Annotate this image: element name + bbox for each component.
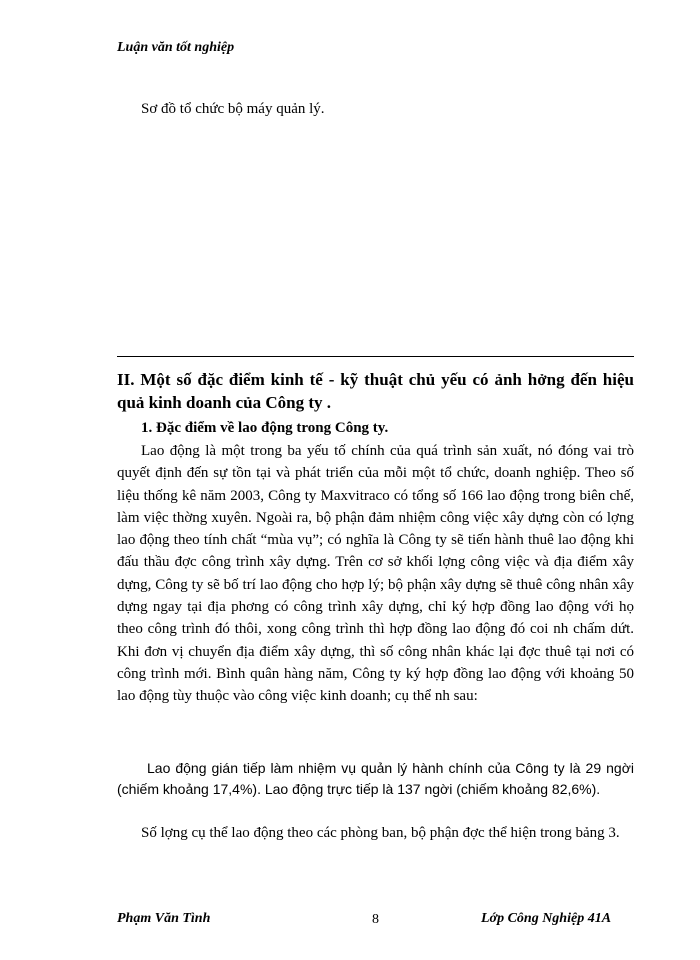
page-number: 8 (372, 912, 379, 927)
footer-author: Phạm Văn Tình (117, 911, 211, 926)
body-paragraph-1: Lao động là một trong ba yếu tố chính của quá trình sản xuất, nó đóng vai trò quyết định đến sự tồn tại và phát triển của mỗi một tổ chức, doanh nghiệp. Theo số liệu thống kê năm 2003, Công ty Maxvitraco có tổng số 166 lao động trong biên chế, làm việc thờng xuyên. Ngoài ra, bộ phận đảm nhiệm công việc xây dựng còn có lợng lao động theo tính chất “mùa vụ”; có nghĩa là Công ty sẽ tiến hành thuê lao động khi đấu thầu đợc công trình xây dựng. Trên cơ sở khối lợng công việc và địa điểm xây dựng, Công ty sẽ bố trí lao động cho hợp lý; bộ phận xây dựng sẽ thuê công nhân xây dựng ngay tại địa phơng có công trình xây dựng, chỉ ký hợp đồng lao động với họ theo công trình đó thôi, xong công trình thì hợp đồng lao động đó coi nh chấm dứt. Khi đơn vị chuyển địa điểm xây dựng, thì số công nhân khác lại đợc thuê tại nơi có công trình mới. Bình quân hàng năm, Công ty ký hợp đồng lao động với khoảng 50 lao động tùy thuộc vào công việc kinh doanh; cụ thể nh sau: (117, 443, 634, 705)
section-heading: II. Một số đặc điểm kinh tế - kỹ thuật chủ yếu có ảnh hởng đến hiệu quả kinh doanh của Công ty . (117, 370, 634, 412)
running-header: Luận văn tốt nghiệp (117, 40, 235, 55)
subsection-heading: 1. Đặc điểm về lao động trong Công ty. (141, 420, 389, 436)
body-paragraph-3: Số lợng cụ thể lao động theo các phòng ban, bộ phận đợc thể hiện trong bảng 3. (141, 825, 620, 841)
body-paragraph-2: Lao động gián tiếp làm nhiệm vụ quản lý hành chính của Công ty là 29 ngời (chiếm khoảng 17,4%). Lao động trực tiếp là 137 ngời (chiếm khoảng 82,6%). (117, 760, 634, 797)
horizontal-rule (117, 356, 634, 357)
footer-class: Lớp Công Nghiệp 41A (481, 911, 612, 926)
diagram-caption: Sơ đồ tổ chức bộ máy quản lý. (141, 101, 325, 117)
